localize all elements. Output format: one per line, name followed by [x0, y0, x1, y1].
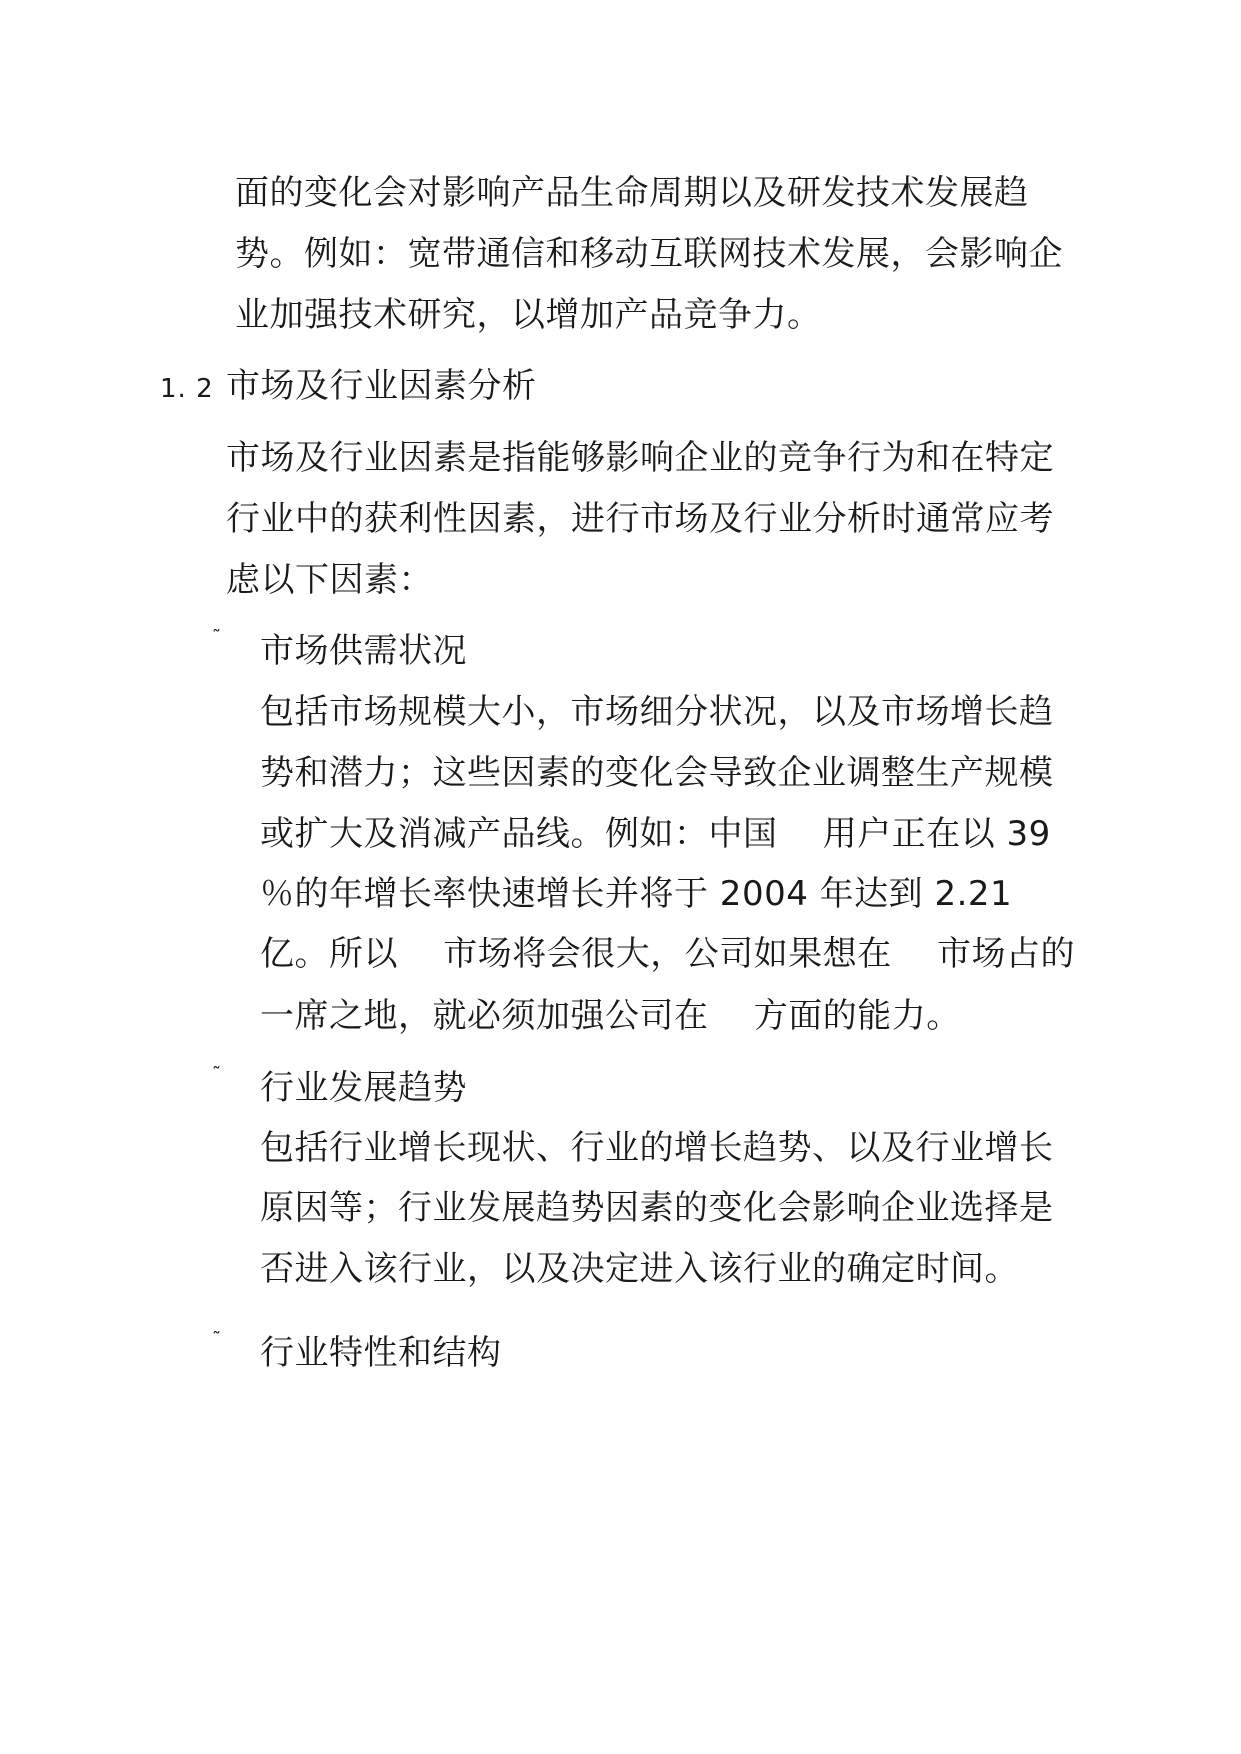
item-line: 一席之地，就必须加强公司在 方面的能力。: [260, 996, 961, 1036]
item-line: 或扩大及消减产品线。例如：中国 用户正在以 39: [260, 814, 1051, 854]
section-intro-line: 行业中的获利性因素，进行市场及行业分析时通常应考: [226, 499, 1054, 539]
intro-line: 面的变化会对影响产品生命周期以及研发技术发展趋: [235, 173, 1029, 213]
item-line: 包括行业增长现状、行业的增长趋势、以及行业增长: [260, 1128, 1054, 1168]
tilde-bullet-icon: ˜: [212, 627, 221, 648]
item-line: 势和潜力；这些因素的变化会导致企业调整生产规模: [260, 753, 1054, 793]
intro-line: 业加强技术研究，以增加产品竞争力。: [235, 295, 822, 335]
item-line: 原因等；行业发展趋势因素的变化会影响企业选择是: [260, 1188, 1054, 1228]
section-intro-line: 市场及行业因素是指能够影响企业的竞争行为和在特定: [226, 438, 1054, 478]
item-line: ％的年增长率快速增长并将于 2004 年达到 2.21: [260, 874, 1013, 914]
tilde-bullet-icon: ˜: [212, 1064, 221, 1085]
tilde-bullet-icon: ˜: [212, 1329, 221, 1350]
item-line: 包括市场规模大小，市场细分状况，以及市场增长趋: [260, 692, 1054, 732]
item-line: 否进入该行业，以及决定进入该行业的确定时间。: [260, 1249, 1019, 1289]
section-intro-line: 虑以下因素：: [226, 560, 433, 600]
item-line: 亿。所以 市场将会很大，公司如果想在 市场占的: [260, 934, 1075, 974]
item-title: 行业特性和结构: [260, 1333, 502, 1373]
item-title: 市场供需状况: [260, 631, 467, 671]
section-title: 市场及行业因素分析: [226, 366, 537, 406]
section-number: 1. 2: [160, 374, 214, 404]
intro-line: 势。例如：宽带通信和移动互联网技术发展，会影响企: [235, 234, 1063, 274]
item-title: 行业发展趋势: [260, 1068, 467, 1108]
